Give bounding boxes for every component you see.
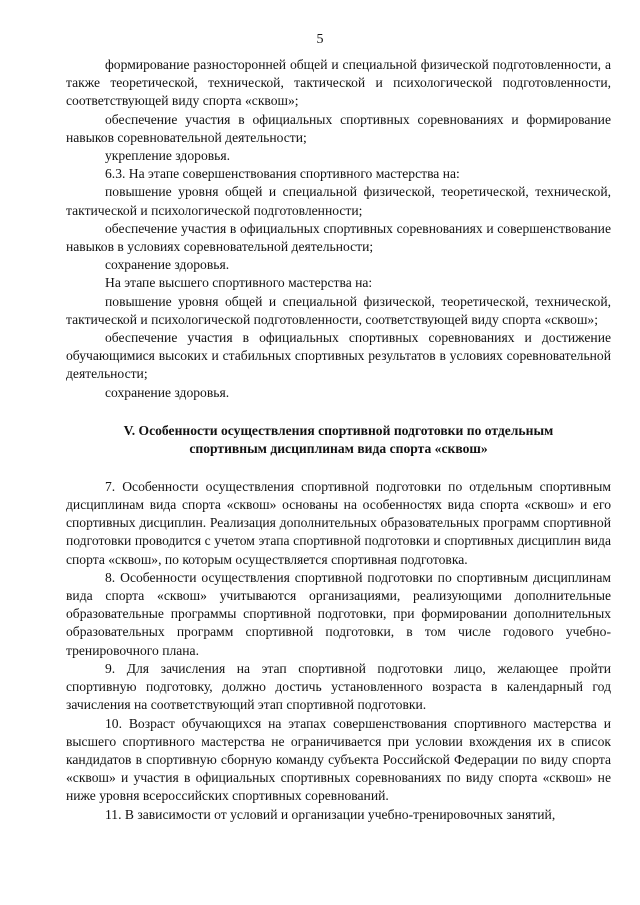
paragraph: формирование разносторонней общей и специальной физической подготовленности, а также теоретической, технической, тактической и психологической подготовленности, соответствующей виду спорта «сквош»; xyxy=(66,57,611,109)
page-number: 5 xyxy=(316,32,324,47)
paragraph: сохранение здоровья. xyxy=(105,384,230,400)
paragraph: обеспечение участия в официальных спортивных соревнованиях и формирование навыков соревновательной деятельности; xyxy=(66,111,611,145)
paragraph: 7. Особенности осуществления спортивной подготовки по отдельным спортивным дисциплинам вида спорта «сквош» основаны на особенностях вида спорта «сквош» и его спортивных дисциплин. Реализация дополнительных образовательных программ спортивной подготовки проводится с учетом этапа спортивной подготовки и спортивных дисциплин вида спорта «сквош», по которым осуществляется спортивная подготовка. xyxy=(66,478,611,567)
paragraph: 9. Для зачисления на этап спортивной подготовки лицо, желающее пройти спортивную подготовку, должно достичь установленного возраста в календарный год зачисления на соответствующий этап спортивной подготовки. xyxy=(66,660,611,713)
paragraph: 10. Возраст обучающихся на этапах совершенствования спортивного мастерства и высшего спортивного мастерства не ограничивается при условии вхождения их в список кандидатов в спортивную сборную команду субъекта Российской Федерации по виду спорта «сквош» и участия в официальных спортивных соревнованиях по виду спорта «сквош» не ниже уровня всероссийских спортивных соревнований. xyxy=(66,715,611,804)
paragraph: На этапе высшего спортивного мастерства на: xyxy=(105,275,373,291)
paragraph: 11. В зависимости от условий и организации учебно-тренировочных занятий, xyxy=(105,806,556,822)
paragraph: повышение уровня общей и специальной физической, теоретической, технической, тактической и психологической подготовленности; xyxy=(66,184,611,218)
paragraph: 6.3. На этапе совершенствования спортивного мастерства на: xyxy=(105,166,460,182)
paragraph: 8. Особенности осуществления спортивной подготовки по спортивным дисциплинам вида спорта «сквош» учитываются организациями, реализующими дополнительные образовательные программы спортивной подготовки, при формировании дополнительных образовательных программ спортивной подготовки, в том числе годового учебно-тренировочного плана. xyxy=(66,569,611,658)
paragraph: обеспечение участия в официальных спортивных соревнованиях и достижение обучающимися высоких и стабильных спортивных результатов в условиях соревновательной деятельности; xyxy=(66,330,611,382)
paragraph: повышение уровня общей и специальной физической, теоретической, технической, тактической и психологической подготовленности, соответствующей виду спорта «сквош»; xyxy=(66,293,611,327)
document-body xyxy=(66,56,611,824)
paragraph: сохранение здоровья. xyxy=(105,257,230,273)
paragraph: укрепление здоровья. xyxy=(105,148,231,164)
section-heading: V. Особенности осуществления спортивной подготовки по отдельным спортивным дисциплинам вида спорта «сквош» xyxy=(123,422,554,456)
paragraph: обеспечение участия в официальных спортивных соревнованиях и совершенствование навыков в условиях соревновательной деятельности; xyxy=(66,220,611,255)
